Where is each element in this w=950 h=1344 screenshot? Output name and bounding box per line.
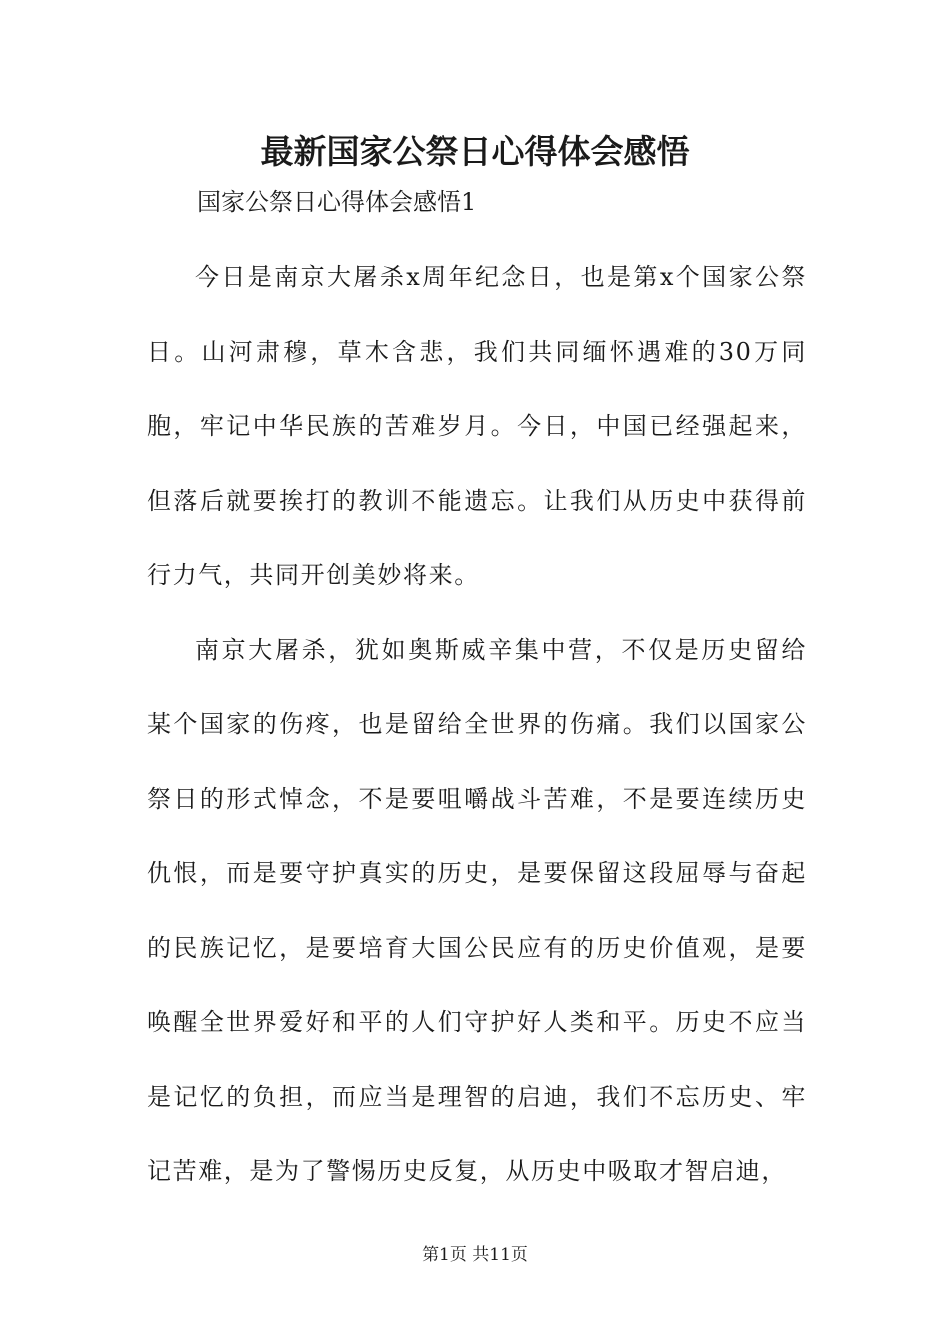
paragraph: 南京大屠杀，犹如奥斯威辛集中营，不仅是历史留给某个国家的伤疼，也是留给全世界的伤痛。我们以国家公祭日的形式悼念，不是要咀嚼战斗苦难，不是要连续历史仇恨，而是要守护真实的历史，是要保留这段屈辱与奋起的民族记忆，是要培育大国公民应有的历史价值观，是要唤醒全世界爱好和平的人们守护好人类和平。历史不应当是记忆的负担，而应当是理智的启迪，我们不忘历史、牢记苦难，是为了警惕历史反复，从历史中吸取才智启迪， xyxy=(147,635,807,1185)
document-title: 最新国家公祭日心得体会感悟 xyxy=(260,132,690,171)
section-heading: 国家公祭日心得体会感悟1 xyxy=(197,188,477,216)
paragraph: 今日是南京大屠杀x周年纪念日，也是第x个国家公祭日。山河肃穆，草木含悲，我们共同缅怀遇难的30万同胞，牢记中华民族的苦难岁月。今日，中国已经强起来，但落后就要挨打的教训不能遗忘。让我们从历史中获得前行力气，共同开创美妙将来。 xyxy=(147,263,807,589)
page-footer: 第1页 共11页 xyxy=(422,1245,528,1265)
document-body xyxy=(147,240,807,1209)
